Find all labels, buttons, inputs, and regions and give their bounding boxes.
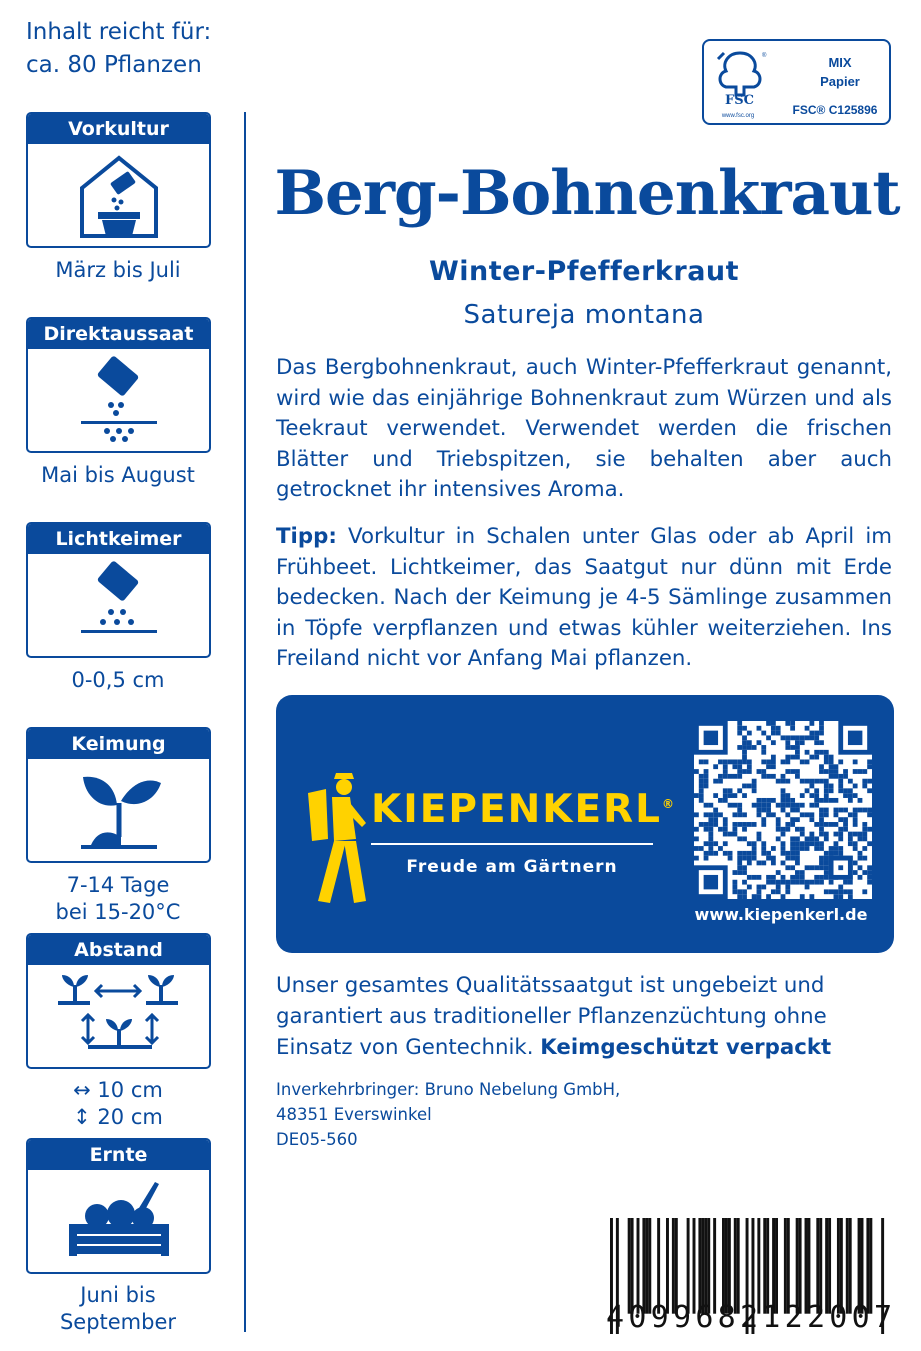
greenhouse-sowing-icon: [74, 150, 164, 240]
step-caption: [18, 462, 218, 489]
step-keimung: [26, 727, 211, 863]
quality-guarantee: [276, 970, 896, 1063]
fsc-mix: MIX: [828, 55, 852, 70]
fsc-paper: Papier: [820, 74, 860, 89]
product-latin-name: Satureja montana: [463, 300, 705, 330]
barcode-digit: 0: [628, 1300, 647, 1335]
barcode-digit: 0: [829, 1300, 848, 1335]
step-caption-line: ↔ 10 cm: [73, 1078, 163, 1102]
imprint-line: 48351 Everswinkel: [276, 1105, 432, 1124]
barcode-digit: 2: [806, 1300, 826, 1335]
step-caption: [18, 257, 218, 284]
step-caption-line: September: [59, 1310, 177, 1334]
product-description: Das Bergbohnenkraut, auch Winter-Pfefferkraut genannt, wird wie das einjährige Bohnenkraut zum Würzen und als Teekraut verwendet. Verwendet werden die frischen Blätter und Triebspitzen, sie behalten aber auch getrocknet ihr intensives Aroma.: [276, 355, 892, 502]
seedling-icon: [69, 765, 169, 855]
barcode-digit: 6: [695, 1300, 714, 1335]
direct-sowing-icon: [69, 355, 169, 445]
step-lichtkeimer: [26, 522, 211, 658]
step-abstand: [26, 933, 211, 1069]
barcode-digit: 4: [606, 1300, 625, 1335]
step-vorkultur: [26, 112, 211, 248]
brand-banner: [276, 695, 894, 953]
step-label: Ernte: [28, 1140, 209, 1170]
step-caption: [18, 1077, 218, 1131]
light-germinator-icon: [69, 560, 169, 650]
step-caption-line: Mai bis August: [41, 463, 195, 487]
svg-text:®: ®: [762, 53, 767, 59]
contents-note-line-2: ca. 80 Pflanzen: [26, 52, 202, 78]
fsc-label: [702, 39, 891, 125]
fsc-tree-icon: [710, 47, 770, 119]
imprint: [276, 1077, 696, 1152]
brand-underline: [371, 843, 653, 845]
tip-text: Vorkultur in Schalen unter Glas oder ab April im Frühbeet. Lichtkeimer, das Saatgut nur dünn mit Erde bedecken. Nach der Keimung je 4-5 Sämlinge zusammen in Töpfe verpflanzen und etwas kühler weiterziehen. Ins Freiland nicht vor Anfang Mai pflanzen.: [276, 524, 892, 671]
step-caption: [18, 872, 218, 926]
spacing-icon: [54, 971, 184, 1061]
tip-label: Tipp:: [276, 524, 337, 549]
step-caption: [18, 1282, 218, 1336]
tip-paragraph: [276, 522, 892, 675]
step-direktaussaat: [26, 317, 211, 453]
step-caption-line: 7-14 Tage: [66, 873, 170, 897]
fsc-code: FSC® C125896: [792, 103, 878, 117]
barcode-digit: 2: [739, 1300, 759, 1335]
fsc-mix-text: [794, 53, 886, 91]
product-subtitle: Winter-Pfefferkraut: [428, 256, 740, 287]
guarantee-text: Unser gesamtes Qualitätssaatgut ist ungebeizt und garantiert aus traditioneller Pflanzenzüchtung ohne Einsatz von Gentechnik.: [276, 973, 827, 1060]
barcode-digit: 1: [762, 1300, 781, 1335]
step-label: Abstand: [28, 935, 209, 965]
barcode-digit: 8: [717, 1300, 736, 1335]
imprint-line: DE05-560: [276, 1130, 358, 1149]
step-caption-line: 0-0,5 cm: [71, 668, 165, 692]
contents-note: [26, 16, 236, 82]
step-ernte: [26, 1138, 211, 1274]
step-caption-line: bei 15-20°C: [55, 900, 181, 924]
barcode-digit: 0: [851, 1300, 870, 1335]
qr-code[interactable]: [694, 721, 872, 899]
hiker-logo-icon: [304, 769, 374, 909]
product-title: Berg-Bohnenkraut: [274, 158, 900, 229]
barcode-digit: 2: [784, 1300, 803, 1335]
registered-mark: ®: [661, 797, 676, 811]
column-divider: [244, 112, 246, 1332]
guarantee-bold: Keimgeschützt verpackt: [540, 1035, 832, 1060]
brand-slogan: Freude am Gärtnern: [406, 857, 618, 877]
step-caption-line: März bis Juli: [55, 258, 181, 282]
step-label: Keimung: [28, 729, 209, 759]
barcode-digit: 7: [873, 1300, 892, 1335]
step-caption: [18, 667, 218, 694]
barcode-digit: 9: [650, 1300, 669, 1335]
contents-note-line-1: Inhalt reicht für:: [26, 19, 212, 45]
step-label: Vorkultur: [28, 114, 209, 144]
step-label: Lichtkeimer: [28, 524, 209, 554]
brand-wordmark: KIEPENKERL: [371, 787, 662, 832]
step-caption-line: ↕ 20 cm: [73, 1105, 163, 1129]
step-label: Direktaussaat: [28, 319, 209, 349]
website-url[interactable]: www.kiepenkerl.de: [694, 905, 868, 924]
brand-name: [371, 787, 676, 832]
fsc-url: www.fsc.org: [721, 113, 755, 119]
barcode-number: [606, 1300, 892, 1335]
imprint-line: Inverkehrbringer: Bruno Nebelung GmbH,: [276, 1080, 621, 1099]
barcode-digit: 9: [672, 1300, 692, 1335]
step-caption-line: Juni bis: [80, 1283, 156, 1307]
harvest-crate-icon: [59, 1176, 179, 1266]
fsc-name: FSC: [725, 93, 754, 108]
